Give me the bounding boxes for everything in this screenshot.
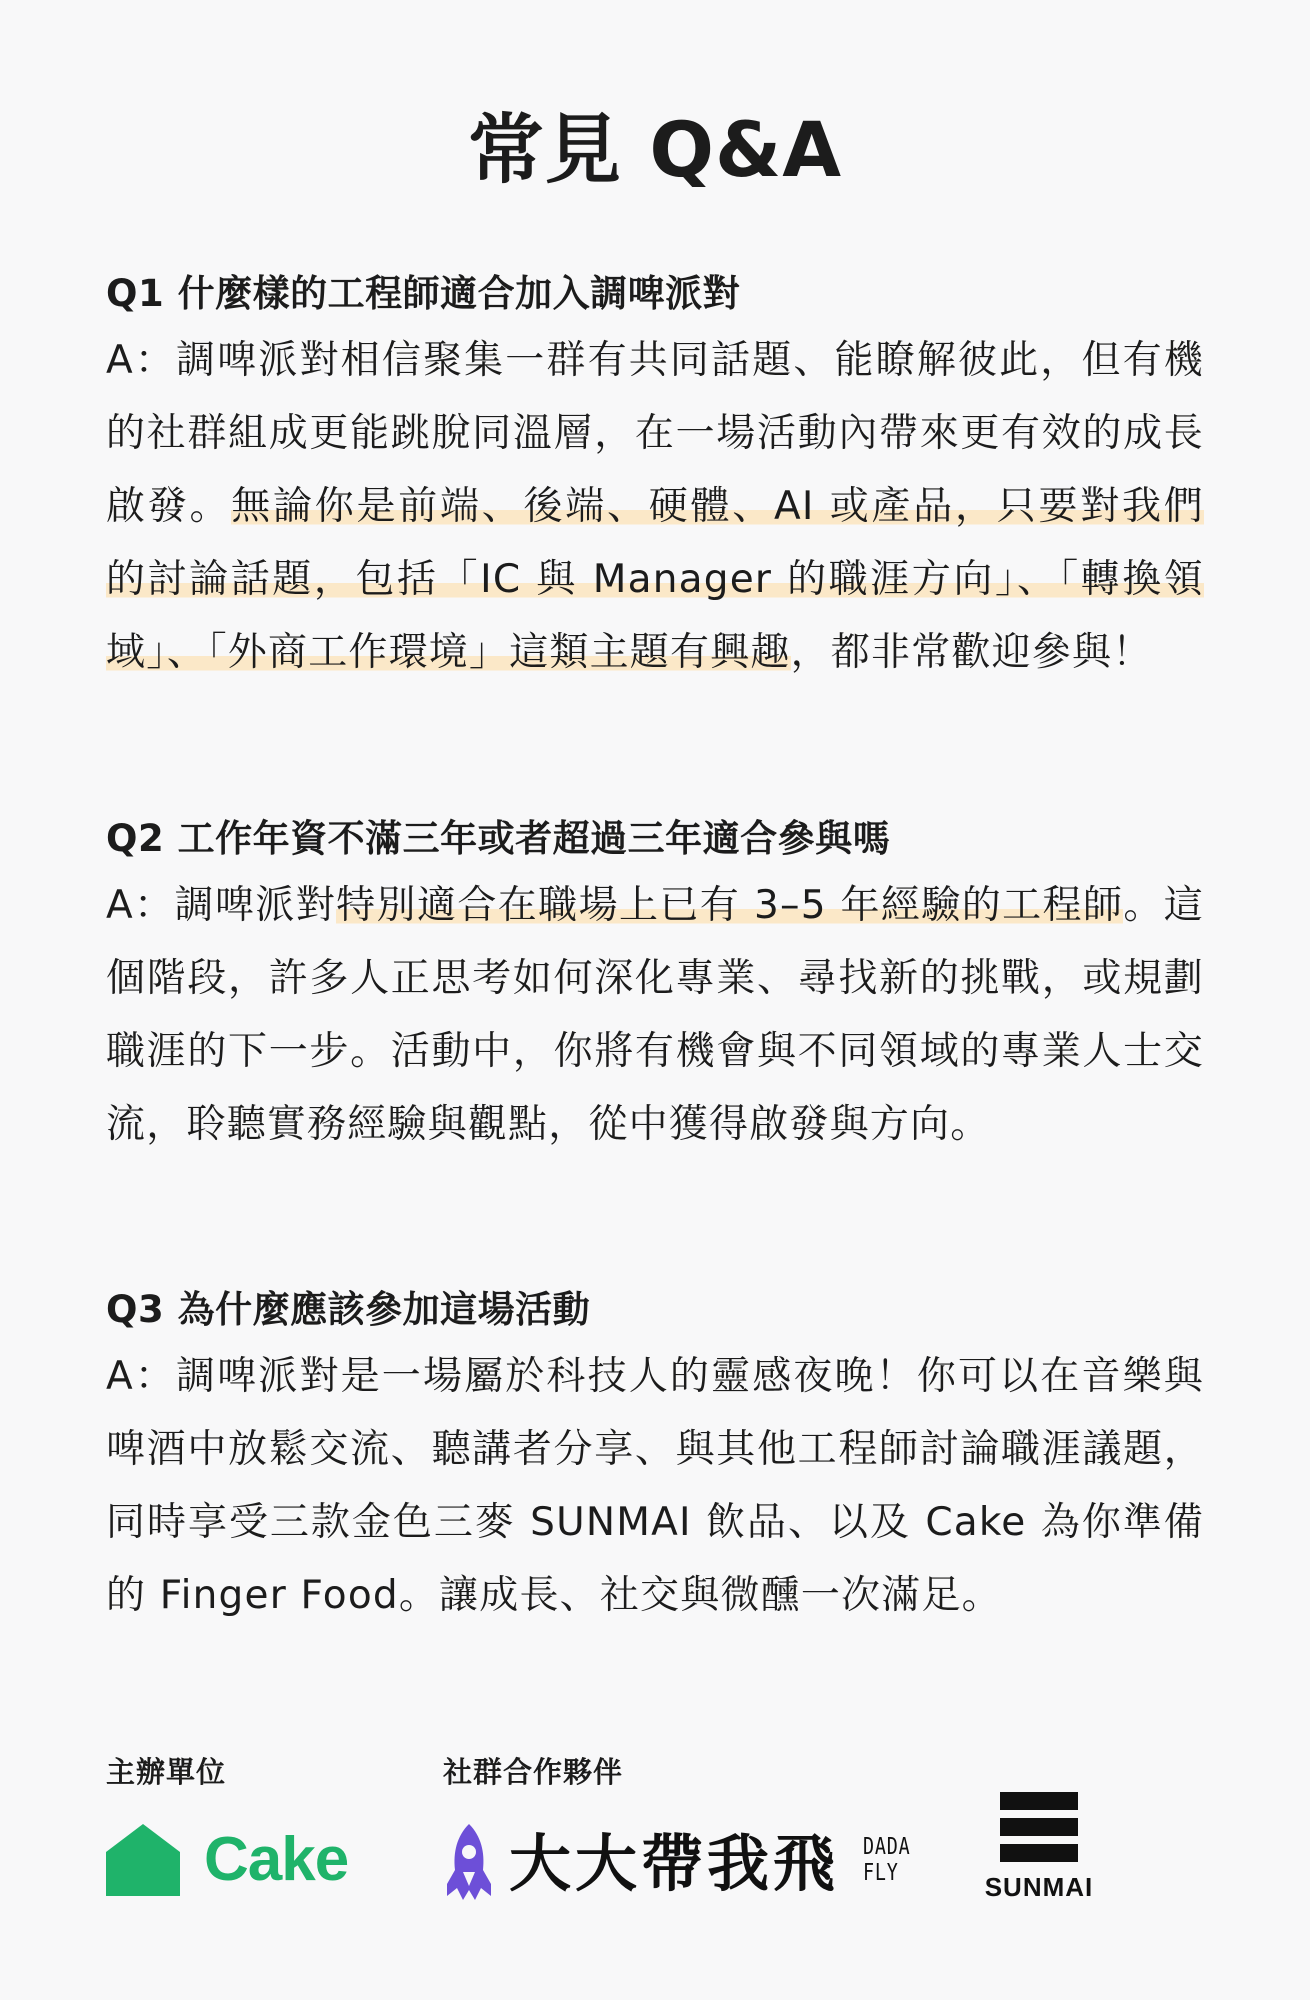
faq-answer (106, 324, 1204, 689)
faq-question: Q3 為什麼應該參加這場活動 (106, 1288, 591, 1331)
rocket-icon (441, 1822, 497, 1902)
page-title: 常見 Q&A (467, 105, 843, 194)
dadafly-chinese-wordmark: 大大帶我飛 (509, 1827, 840, 1900)
faq-question: Q1 什麼樣的工程師適合加入調啤派對 (106, 272, 741, 315)
sunmai-bars-icon (1000, 1792, 1078, 1862)
answer-text: 。這個階段，許多人正思考如何深化專業、尋找新的挑戰，或規劃職涯的下一步。活動中，你將有機會與不同領域的專業人士交流，聆聽實務經驗與觀點，從中獲得啟發與方向。 (106, 883, 1204, 1147)
cake-wordmark: Cake (204, 1825, 349, 1894)
sunmai-wordmark: SUNMAI (984, 1872, 1094, 1902)
faq-item-q3 (106, 1284, 1204, 1632)
cake-logo (106, 1820, 376, 1900)
sponsor-footer (106, 1750, 1204, 1910)
partner-label: 社群合作夥伴 (443, 1755, 624, 1789)
answer-text: A：調啤派對相信聚集一群有共同話題、能瞭解彼此，但有機的社群組成更能跳脫同溫層，在一場活動內帶來更有效的成長啟發。 (106, 338, 1204, 529)
answer-text: A：調啤派對是一場屬於科技人的靈感夜晚！你可以在音樂與啤酒中放鬆交流、聽講者分享、與其他工程師討論職涯議題，同時享受三款金色三麥 SUNMAI 飲品、以及 Cake 為你準備的 Finger Food。讓成長、社交與微醺一次滿足。 (106, 1354, 1204, 1618)
dadafly-logo (441, 1820, 911, 1910)
organizer-label: 主辦單位 (106, 1755, 227, 1789)
answer-text: A：調啤派對 (106, 883, 337, 928)
faq-item-q2 (106, 813, 1204, 1161)
faq-answer (106, 869, 1204, 1161)
faq-answer (106, 1340, 1204, 1632)
faq-question: Q2 工作年資不滿三年或者超過三年適合參與嗎 (106, 817, 891, 860)
cake-house-icon (106, 1822, 180, 1896)
answer-highlight: 特別適合在職場上已有 3–5 年經驗的工程師 (336, 883, 1124, 928)
answer-text: ，都非常歡迎參與！ (790, 630, 1153, 675)
faq-item-q1 (106, 268, 1204, 689)
dadafly-english-wordmark: DADA FLY (863, 1834, 911, 1886)
answer-highlight: 無論你是前端、後端、硬體、AI 或產品，只要對我們的討論話題，包括「IC 與 Manager 的職涯方向」、「轉換領域」、「外商工作環境」這類主題有興趣 (106, 484, 1204, 675)
sunmai-logo (964, 1792, 1114, 1902)
